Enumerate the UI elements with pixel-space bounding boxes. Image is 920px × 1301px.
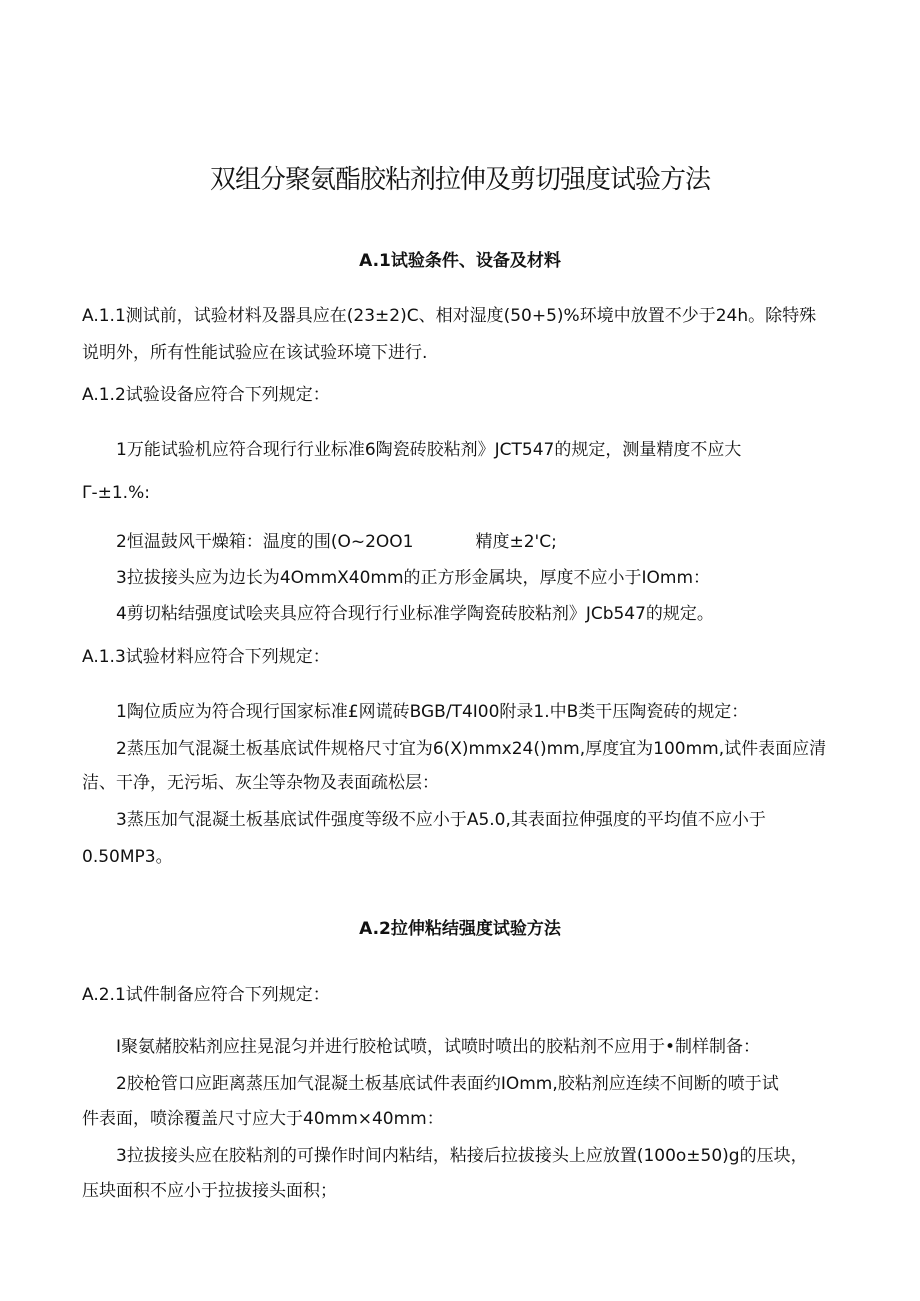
clause-a113-item1: 1陶位质应为符合现行国家标准£网谎砖BGB/T4I00附录1.中B类干压陶瓷砖的规定： <box>116 702 749 722</box>
clause-a112-heading: A.1.2试验设备应符合下列规定： <box>82 385 330 405</box>
clause-a113-item3-line1: 3蒸压加气混凝土板基底试件强度等级不应小于A5.0,其表面拉伸强度的平均值不应小于 <box>116 810 766 830</box>
clause-a112-item1-line1: 1万能试验机应符合现行行业标准6陶瓷砖胶粘剂》JCT547的规定，测量精度不应大 <box>116 440 742 460</box>
clause-a113-heading: A.1.3试验材料应符合下列规定： <box>82 647 330 667</box>
clause-a221-heading: A.2.1试件制备应符合下列规定： <box>82 985 330 1005</box>
clause-a112-item2 <box>116 530 557 554</box>
clause-a113-item3-line2: 0.50MP3。 <box>82 847 173 867</box>
clause-a112-item3: 3拉拔接头应为边长为4OmmX40mm的正方形金属块，厚度不应小于IOmm： <box>116 568 711 588</box>
clause-a113-item2-line2: 洁、干净，无污垢、灰尘等杂物及表面疏松层： <box>82 773 439 793</box>
document-title: 双组分聚氨酯胶粘剂拉伸及剪切强度试验方法 <box>209 165 710 195</box>
clause-a112-item2-part1: 2恒温鼓风干燥箱：温度的围(O~2OO1 <box>116 532 414 552</box>
clause-a113-item2-line1: 2蒸压加气混凝土板基底试件规格尺寸宜为6(X)mmx24()mm,厚度宜为100mm,试件表面应清 <box>116 739 827 759</box>
clause-a221-item2-line2: 件表面，喷涂覆盖尺寸应大于40mm×40mm： <box>82 1109 444 1129</box>
clause-a221-item3-line1: 3拉拔接头应在胶粘剂的可操作时间内粘结，粘接后拉拔接头上应放置(100o±50)g的压块， <box>116 1146 808 1166</box>
clause-a112-item4: 4剪切粘结强度试哙夹具应符合现行行业标准学陶瓷砖胶粘剂》JCb547的规定。 <box>116 604 714 624</box>
clause-a111-line2: 说明外，所有性能试验应在该试验环境下进行. <box>82 343 428 363</box>
section-a2-heading: A.2拉伸粘结强度试验方法 <box>359 919 561 939</box>
clause-a221-item3-line2: 压块面积不应小于拉拔接头面积； <box>82 1181 337 1201</box>
section-a1-heading: A.1试验条件、设备及材料 <box>359 251 561 271</box>
clause-a221-item1: I聚氨赭胶粘剂应拄晃混匀并进行胶枪试喷，试喷时喷出的胶粘剂不应用于•制样制备： <box>116 1037 761 1057</box>
clause-a111-line1: A.1.1测试前，试验材料及器具应在(23±2)C、相对湿度(50+5)%环境中放置不少于24h。除特殊 <box>82 306 817 326</box>
clause-a112-item1-line2: Γ-±1.%: <box>82 483 150 503</box>
clause-a112-item2-part2: 精度±2'C; <box>475 532 557 552</box>
clause-a221-item2-line1: 2胶枪管口应距离蒸压加气混凝土板基底试件表面约IOmm,胶粘剂应连续不间断的喷于试 <box>116 1074 779 1094</box>
